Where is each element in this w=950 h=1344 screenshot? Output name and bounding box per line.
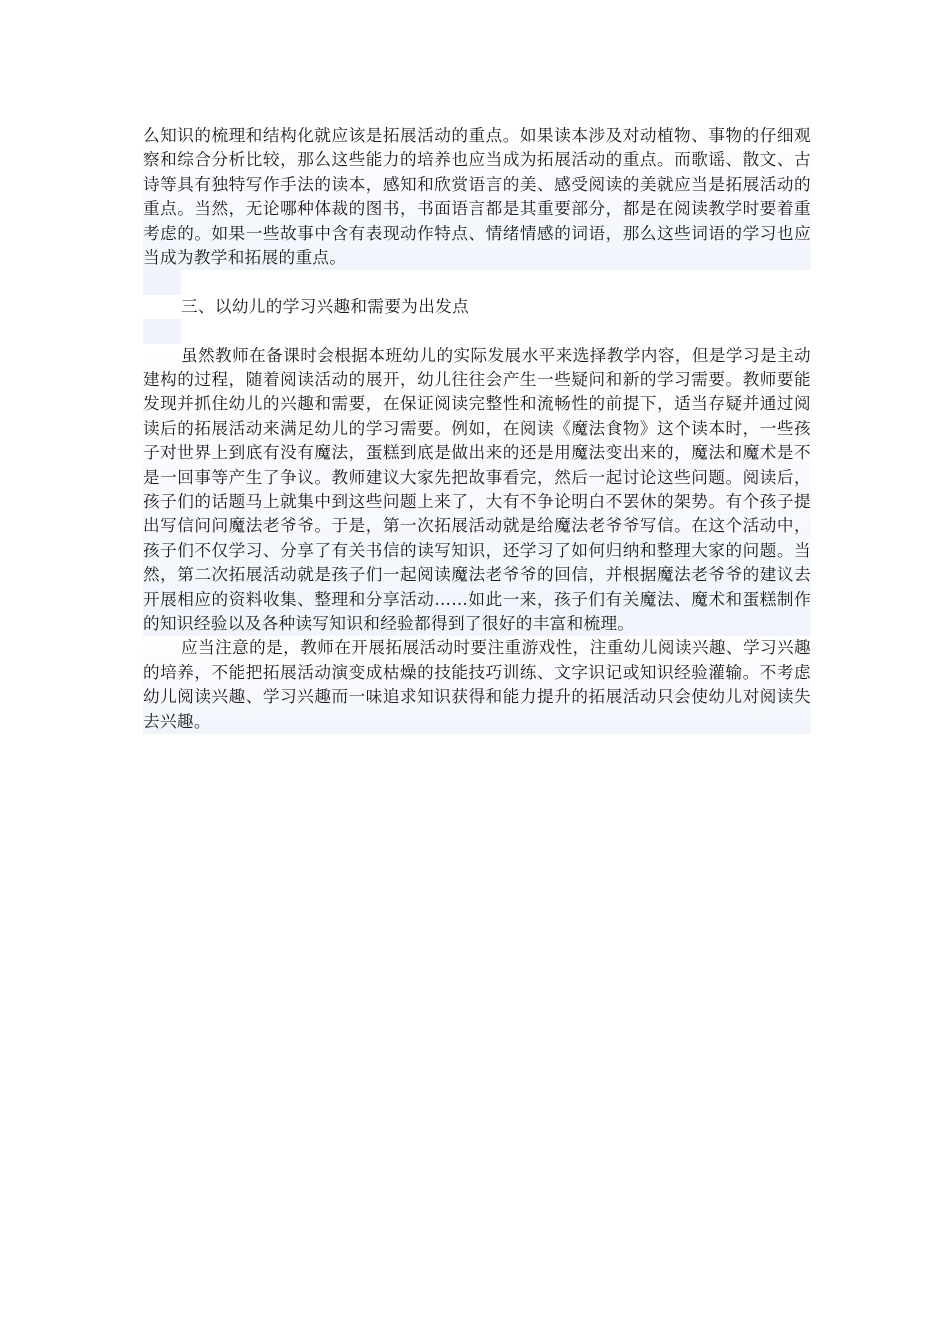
blank-line (143, 270, 181, 294)
paragraph-example: 虽然教师在备课时会根据本班幼儿的实际发展水平来选择教学内容，但是学习是主动建构的过程，随着阅读活动的展开，幼儿往往会产生一些疑问和新的学习需要。教师要能发现并抓住幼儿的兴趣和需要，在保证阅读完整性和流畅性的前提下，适当存疑并通过阅读后的拓展活动来满足幼儿的学习需要。例如，在阅读《魔法食物》这个读本时，一些孩子对世界上到底有没有魔法，蛋糕到底是做出来的还是用魔法变出来的，魔法和魔术是不是一回事等产生了争议。教师建议大家先把故事看完，然后一起讨论这些问题。阅读后，孩子们的话题马上就集中到这些问题上来了，大有不争论明白不罢休的架势。有个孩子提出写信问问魔法老爷爷。于是，第一次拓展活动就是给魔法老爷爷写信。在这个活动中，孩子们不仅学习、分享了有关书信的读写知识，还学习了如何归纳和整理大家的问题。当然，第二次拓展活动就是孩子们一起阅读魔法老爷爷的回信，并根据魔法老爷爷的建议去开展相应的资料收集、整理和分享活动……如此一来，孩子们有关魔法、魔术和蛋糕制作的知识经验以及各种读写知识和经验都得到了很好的丰富和梳理。 (143, 344, 811, 637)
section-heading-3: 三、以幼儿的学习兴趣和需要为出发点 (181, 296, 470, 316)
document-body (143, 124, 811, 734)
paragraph-continued: 么知识的梳理和结构化就应该是拓展活动的重点。如果读本涉及对动植物、事物的仔细观察和综合分析比较，那么这些能力的培养也应当成为拓展活动的重点。而歌谣、散文、古诗等具有独特写作手法的读本，感知和欣赏语言的美、感受阅读的美就应当是拓展活动的重点。当然，无论哪种体裁的图书，书面语言都是其重要部分，都是在阅读教学时要着重考虑的。如果一些故事中含有表现动作特点、情绪情感的词语，那么这些词语的学习也应当成为教学和拓展的重点。 (143, 124, 811, 270)
paragraph-note: 应当注意的是，教师在开展拓展活动时要注重游戏性，注重幼儿阅读兴趣、学习兴趣的培养，不能把拓展活动演变成枯燥的技能技巧训练、文字识记或知识经验灌输。不考虑幼儿阅读兴趣、学习兴趣而一味追求知识获得和能力提升的拓展活动只会使幼儿对阅读失去兴趣。 (143, 636, 811, 734)
blank-line (143, 319, 181, 343)
